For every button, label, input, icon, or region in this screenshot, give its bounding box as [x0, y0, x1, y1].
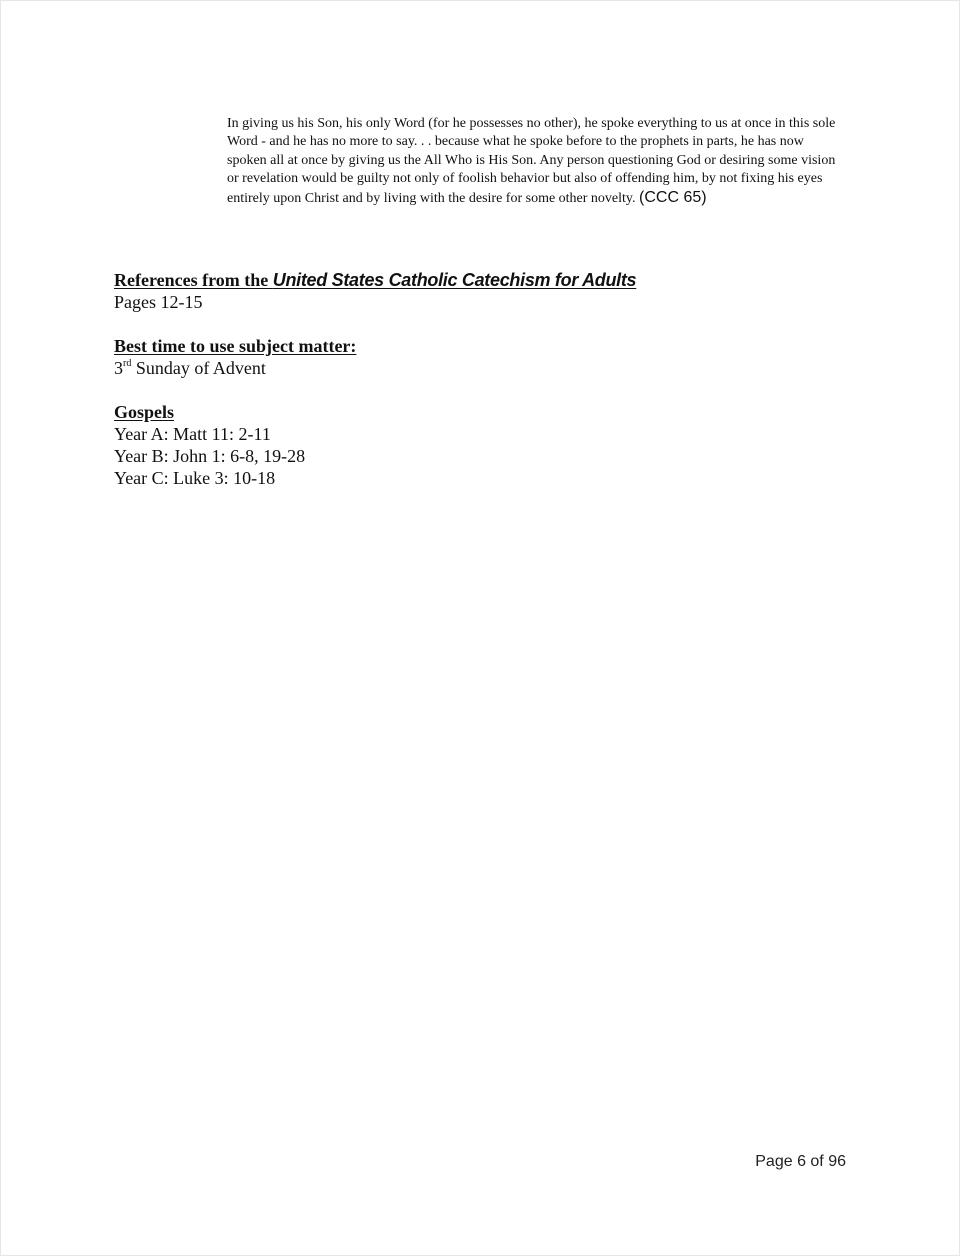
best-time-text: Sunday of Advent — [131, 358, 266, 378]
page-number: Page 6 of 96 — [755, 1153, 846, 1170]
quote-citation: (CCC 65) — [639, 188, 707, 206]
references-section — [114, 269, 636, 313]
references-heading-prefix: References from the — [114, 270, 273, 290]
ordinal-suffix: rd — [123, 358, 132, 369]
gospel-item-year-b: Year B: John 1: 6-8, 19-28 — [114, 446, 306, 466]
gospel-item-year-c: Year C: Luke 3: 10-18 — [114, 468, 276, 488]
ordinal-number: 3 — [114, 358, 123, 378]
gospel-item-year-a: Year A: Matt 11: 2-11 — [114, 424, 271, 444]
catechism-quote — [227, 115, 845, 208]
references-pages: Pages 12-15 — [114, 292, 203, 312]
best-time-value — [114, 357, 356, 379]
best-time-heading: Best time to use subject matter: — [114, 336, 357, 356]
references-heading-title: United States Catholic Catechism for Adults — [272, 270, 637, 290]
gospels-heading: Gospels — [114, 402, 175, 422]
quote-text: In giving us his Son, his only Word (for he possesses no other), he spoke everything to us at once in this sole Word - and he has no more to say. . . because what he spoke before to the prophets in parts, he has now spoken all at once by giving us the All Who is His Son. Any person questioning God or desiring some vision or revelation would be guilty not only of foolish behavior but also of offending him, by not fixing his eyes entirely upon Christ and by living with the desire for some other novelty. — [227, 116, 836, 206]
best-time-section — [114, 335, 356, 379]
gospels-section — [114, 401, 305, 489]
references-heading — [114, 269, 636, 291]
